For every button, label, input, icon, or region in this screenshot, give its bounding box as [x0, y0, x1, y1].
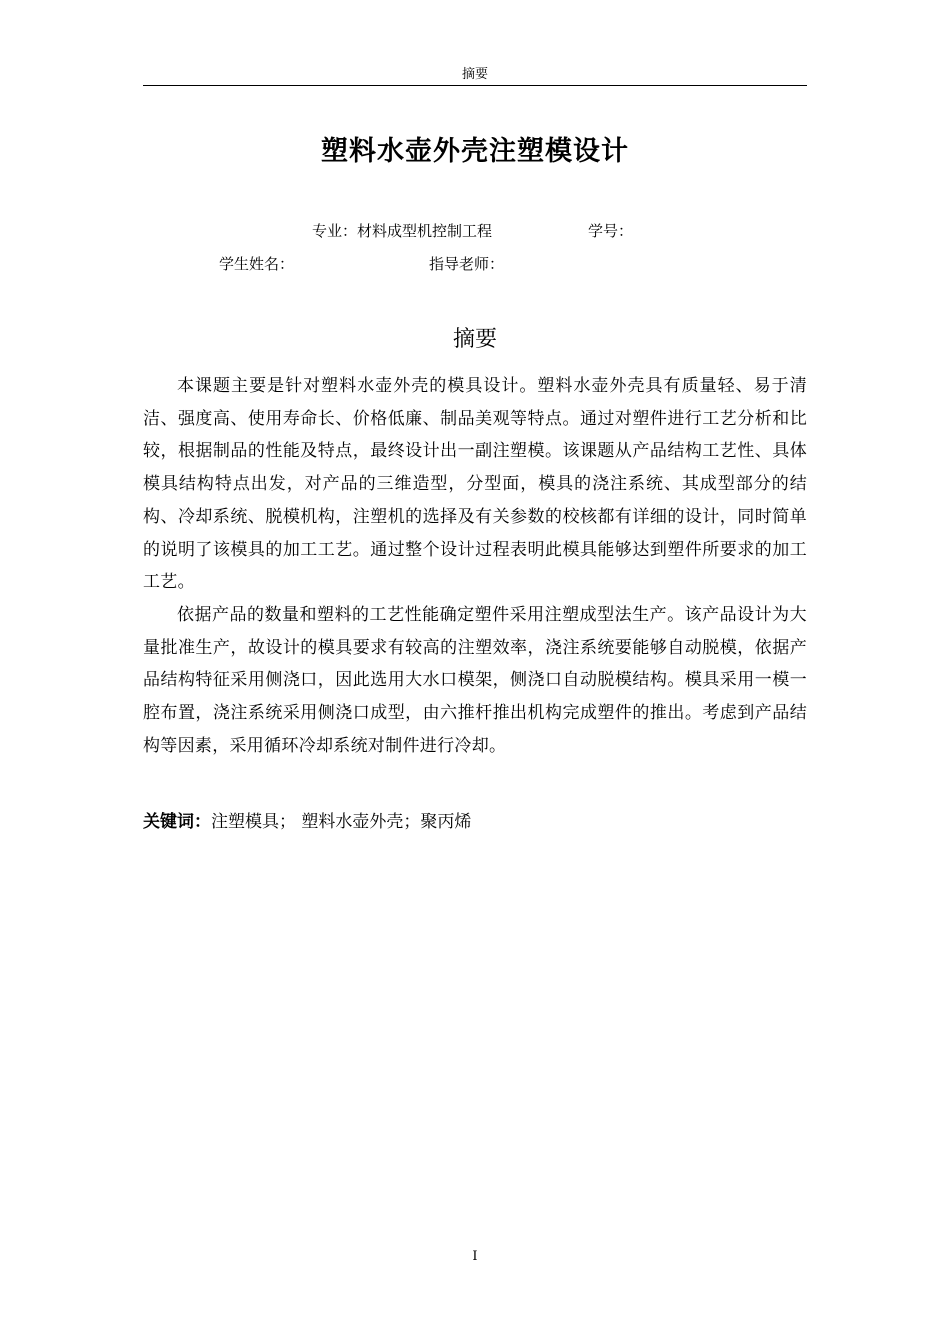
abstract-paragraph: 本课题主要是针对塑料水壶外壳的模具设计。塑料水壶外壳具有质量轻、易于清洁、强度高、使用寿命长、价格低廉、制品美观等特点。通过对塑件进行工艺分析和比较，根据制品的性能及特点，最终设计出一副注塑模。该课题从产品结构工艺性、具体模具结构特点出发，对产品的三维造型，分型面，模具的浇注系统、其成型部分的结构、冷却系统、脱模机构，注塑机的选择及有关参数的校核都有详细的设计，同时简单的说明了该模具的加工工艺。通过整个设计过程表明此模具能够达到塑件所要求的加工工艺。 [143, 376, 807, 593]
abstract-body [143, 370, 807, 762]
major-field: 专业：材料成型机控制工程 [312, 222, 493, 240]
running-header: 摘要 [461, 67, 488, 82]
page-number: I [472, 1249, 478, 1264]
document-title: 塑料水壶外壳注塑模设计 [321, 136, 629, 167]
keywords-line [143, 807, 807, 837]
student-name-field: 学生姓名： [219, 255, 295, 273]
keywords-value: 注塑模具； 塑料水壶外壳；聚丙烯 [211, 812, 472, 832]
abstract-heading: 摘要 [452, 327, 497, 352]
student-id-field: 学号： [588, 222, 634, 240]
header-rule [143, 85, 807, 86]
keywords-label: 关键词： [143, 812, 211, 832]
abstract-paragraph: 依据产品的数量和塑料的工艺性能确定塑件采用注塑成型法生产。该产品设计为大量批准生产，故设计的模具要求有较高的注塑效率，浇注系统要能够自动脱模，依据产品结构特征采用侧浇口，因此选用大水口模架，侧浇口自动脱模结构。模具采用一模一腔布置，浇注系统采用侧浇口成型，由六推杆推出机构完成塑件的推出。考虑到产品结构等因素，采用循环冷却系统对制件进行冷却。 [143, 604, 807, 756]
advisor-field: 指导老师： [429, 255, 505, 273]
